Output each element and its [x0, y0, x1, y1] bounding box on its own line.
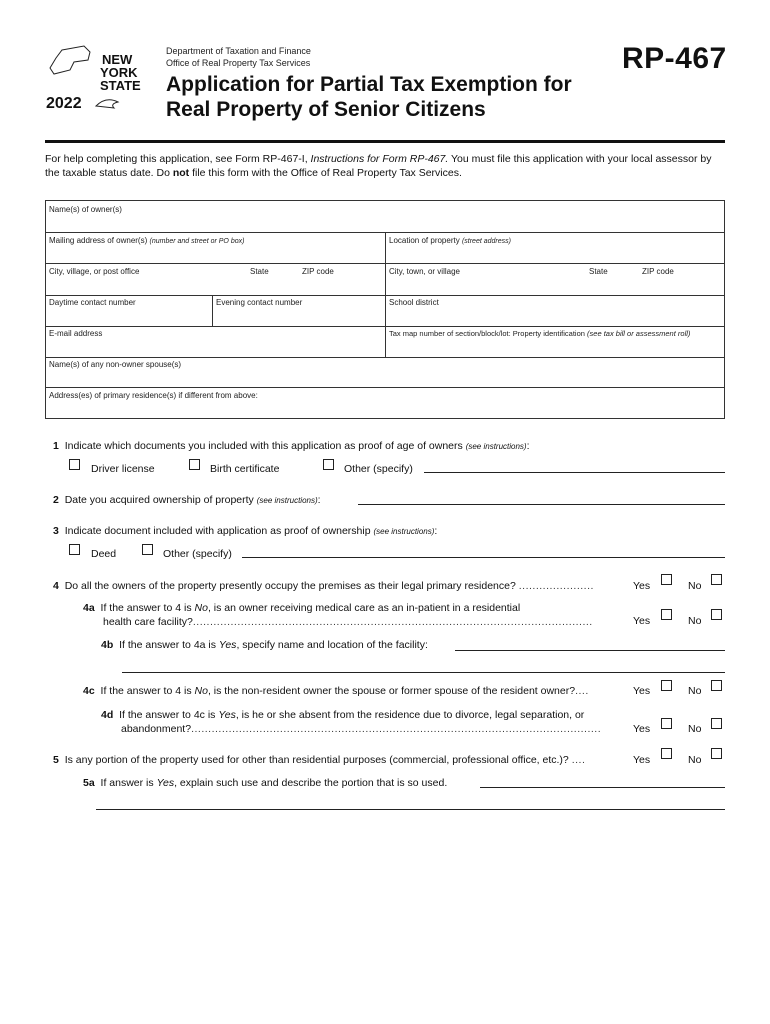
intro-text-5: file this form with the Office of Real Property Tax Services. — [189, 167, 462, 179]
birth-certificate-label: Birth certificate — [210, 463, 280, 475]
logo-state: STATE — [100, 78, 141, 93]
spouse-field[interactable]: Name(s) of any non-owner spouse(s) — [49, 360, 182, 369]
state-outline-icon — [50, 46, 90, 74]
q4d-no-checkbox[interactable] — [711, 718, 722, 729]
q4d-yes-label: Yes — [633, 723, 651, 735]
property-location-field[interactable] — [389, 236, 511, 245]
q4-no-checkbox[interactable] — [711, 574, 722, 585]
grid-divider — [46, 387, 724, 388]
ownership-date-input[interactable] — [358, 504, 725, 505]
q5-no-checkbox[interactable] — [711, 748, 722, 759]
other-age-proof-label: Other (specify) — [344, 463, 413, 475]
other-ownership-proof-input[interactable] — [242, 557, 725, 558]
title-line-2: Real Property of Senior Citizens — [166, 98, 486, 121]
question-5a — [83, 776, 447, 790]
intro-text-1: For help completing this application, see Form RP-467-I, — [45, 153, 311, 165]
question-5: 5 Is any portion of the property used for other than residential purposes (commercial, professional office, etc.)? .... — [53, 754, 586, 766]
daytime-contact-field[interactable]: Daytime contact number — [49, 298, 136, 307]
q3-note: (see instructions) — [373, 527, 435, 536]
owner-info-grid — [45, 200, 725, 419]
q5-yes-label: Yes — [633, 754, 651, 766]
q5-text: Is any portion of the property used for other than residential purposes (commercial, professional office, etc.)? — [64, 754, 569, 766]
intro-text-2: Instructions for Form RP-467. — [310, 153, 449, 165]
q4-yes-checkbox[interactable] — [661, 574, 672, 585]
owners-label: Name(s) of owner(s) — [49, 205, 122, 214]
zip-left-field[interactable]: ZIP code — [302, 267, 334, 276]
zip-right-field[interactable]: ZIP code — [642, 267, 674, 276]
form-number: RP-467 — [622, 42, 727, 75]
q5a-text-2: Yes — [156, 777, 175, 789]
q4d-yes-checkbox[interactable] — [661, 718, 672, 729]
use-description-input-line-1[interactable] — [480, 787, 725, 788]
intro-paragraph — [45, 152, 725, 180]
q4a-number: 4a — [83, 602, 95, 614]
q4a-text-4: health care facility? — [103, 616, 193, 628]
q1-note: (see instructions) — [465, 442, 527, 451]
other-ownership-proof-label: Other (specify) — [163, 548, 232, 560]
school-district-field[interactable]: School district — [389, 298, 439, 307]
driver-license-label: Driver license — [91, 463, 155, 475]
q4c-number: 4c — [83, 685, 95, 697]
q4a-no-label: No — [688, 615, 702, 627]
q4d-no-label: No — [688, 723, 702, 735]
q4-yes-label: Yes — [633, 580, 651, 592]
facility-input-line-1[interactable] — [455, 650, 725, 651]
evening-contact-field[interactable]: Evening contact number — [216, 298, 303, 307]
q5a-text-1: If answer is — [100, 777, 157, 789]
residence-field[interactable]: Address(es) of primary residence(s) if different from above: — [49, 391, 258, 400]
agency-line-2: Office of Real Property Tax Services — [166, 58, 311, 68]
city-right-field[interactable]: City, town, or village — [389, 267, 460, 276]
question-4a: 4a If the answer to 4 is No, is an owner receiving medical care as an in-patient in a residential health care facility?..................................................................................................................... — [83, 602, 593, 628]
question-4d: 4d If the answer to 4c is Yes, is he or she absent from the residence due to divorce, legal separation, or abandonment?........................................................................................................................ — [101, 709, 602, 735]
other-age-proof-checkbox[interactable] — [323, 459, 334, 470]
driver-license-checkbox[interactable] — [69, 459, 80, 470]
tax-map-field[interactable] — [389, 329, 690, 338]
q4c-yes-label: Yes — [633, 685, 651, 697]
header-rule — [45, 140, 725, 143]
q4-no-label: No — [688, 580, 702, 592]
title-line-1: Application for Partial Tax Exemption for — [166, 73, 572, 96]
mailing-address-field[interactable] — [49, 236, 244, 245]
intro-text-4: not — [172, 167, 190, 179]
q4c-no-label: No — [688, 685, 702, 697]
q4a-text-1: If the answer to 4 is — [100, 602, 195, 614]
q1-text: Indicate which documents you included with this application as proof of age of owners — [64, 440, 463, 452]
q2-note: (see instructions) — [256, 496, 318, 505]
deed-label: Deed — [91, 548, 117, 560]
location-note: (street address) — [461, 238, 511, 245]
q5-number: 5 — [53, 754, 59, 766]
q4c-text-3: , is the non-resident owner the spouse or former spouse of the resident owner? — [207, 685, 576, 697]
question-1: 1 Indicate which documents you included with this application as proof of age of owners (see instructions): — [53, 440, 530, 452]
q2-number: 2 — [53, 494, 59, 506]
q4-number: 4 — [53, 580, 59, 592]
q4d-text-4: abandonment? — [121, 723, 192, 735]
grid-divider — [46, 357, 724, 358]
city-left-field[interactable]: City, village, or post office — [49, 267, 140, 276]
state-left-field[interactable]: State — [250, 267, 269, 276]
intro-text-3: You must file this application with your local assessor by the taxable status date. Do — [45, 153, 712, 179]
new-york-state-logo — [44, 44, 156, 114]
location-label: Location of property — [389, 236, 460, 245]
q4b-text-3: , specify name and location of the facility: — [236, 639, 428, 651]
agency-line-1: Department of Taxation and Finance — [166, 46, 311, 56]
question-2: 2 Date you acquired ownership of property (see instructions): — [53, 494, 321, 506]
q4c-yes-checkbox[interactable] — [661, 680, 672, 691]
logo-new: NEW — [102, 52, 133, 67]
q2-text: Date you acquired ownership of property — [64, 494, 254, 506]
q4d-text-3: , is he or she absent from the residence due to divorce, legal separation, or — [235, 709, 585, 721]
question-4b — [101, 638, 428, 652]
q4c-text-1: If the answer to 4 is — [100, 685, 195, 697]
q4a-yes-label: Yes — [633, 615, 651, 627]
q5a-number: 5a — [83, 777, 95, 789]
agency-block — [166, 45, 311, 69]
question-4c: 4c If the answer to 4 is No, is the non-resident owner the spouse or former spouse of the resident owner?.... — [83, 685, 589, 697]
q1-number: 1 — [53, 440, 59, 452]
q5-yes-checkbox[interactable] — [661, 748, 672, 759]
use-description-input-line-2[interactable] — [96, 809, 725, 810]
form-title — [166, 72, 636, 122]
q5a-text-3: , explain such use and describe the portion that is so used. — [174, 777, 448, 789]
owners-field[interactable] — [49, 205, 122, 214]
other-age-proof-input[interactable] — [424, 472, 725, 473]
q4-text: Do all the owners of the property presently occupy the premises as their legal primary residence? — [64, 580, 516, 592]
logo-york: YORK — [100, 65, 138, 80]
q5-no-label: No — [688, 754, 702, 766]
mailing-label: Mailing address of owner(s) — [49, 236, 148, 245]
q4c-text-2: No — [194, 685, 208, 697]
q4b-number: 4b — [101, 639, 114, 651]
taxmap-note: (see tax bill or assessment roll) — [587, 329, 691, 338]
logo-year: 2022 — [46, 95, 82, 112]
q4a-text-3: , is an owner receiving medical care as an in-patient in a residential — [207, 602, 521, 614]
question-3: 3 Indicate document included with application as proof of ownership (see instructions): — [53, 525, 438, 537]
taxmap-label: Tax map number of section/block/lot: Property identification — [389, 329, 585, 338]
email-field[interactable]: E-mail address — [49, 329, 103, 338]
birth-certificate-checkbox[interactable] — [189, 459, 200, 470]
deed-checkbox[interactable] — [69, 544, 80, 555]
q4a-no-checkbox[interactable] — [711, 609, 722, 620]
mailing-note: (number and street or PO box) — [149, 238, 245, 245]
q4d-text-1: If the answer to 4c is — [119, 709, 219, 721]
other-ownership-proof-checkbox[interactable] — [142, 544, 153, 555]
grid-divider — [385, 232, 386, 357]
grid-divider — [212, 295, 213, 326]
q4c-no-checkbox[interactable] — [711, 680, 722, 691]
signature-swoosh-icon — [96, 100, 118, 108]
q4b-text-1: If the answer to 4a is — [119, 639, 219, 651]
facility-input-line-2[interactable] — [122, 672, 725, 673]
state-right-field[interactable]: State — [589, 267, 608, 276]
q4d-number: 4d — [101, 709, 114, 721]
q3-text: Indicate document included with application as proof of ownership — [64, 525, 371, 537]
q3-number: 3 — [53, 525, 59, 537]
q4a-text-2: No — [194, 602, 208, 614]
q4d-text-2: Yes — [218, 709, 236, 721]
q4a-yes-checkbox[interactable] — [661, 609, 672, 620]
q4b-text-2: Yes — [218, 639, 237, 651]
question-4: 4 Do all the owners of the property presently occupy the premises as their legal primary residence? ...................... — [53, 580, 594, 592]
